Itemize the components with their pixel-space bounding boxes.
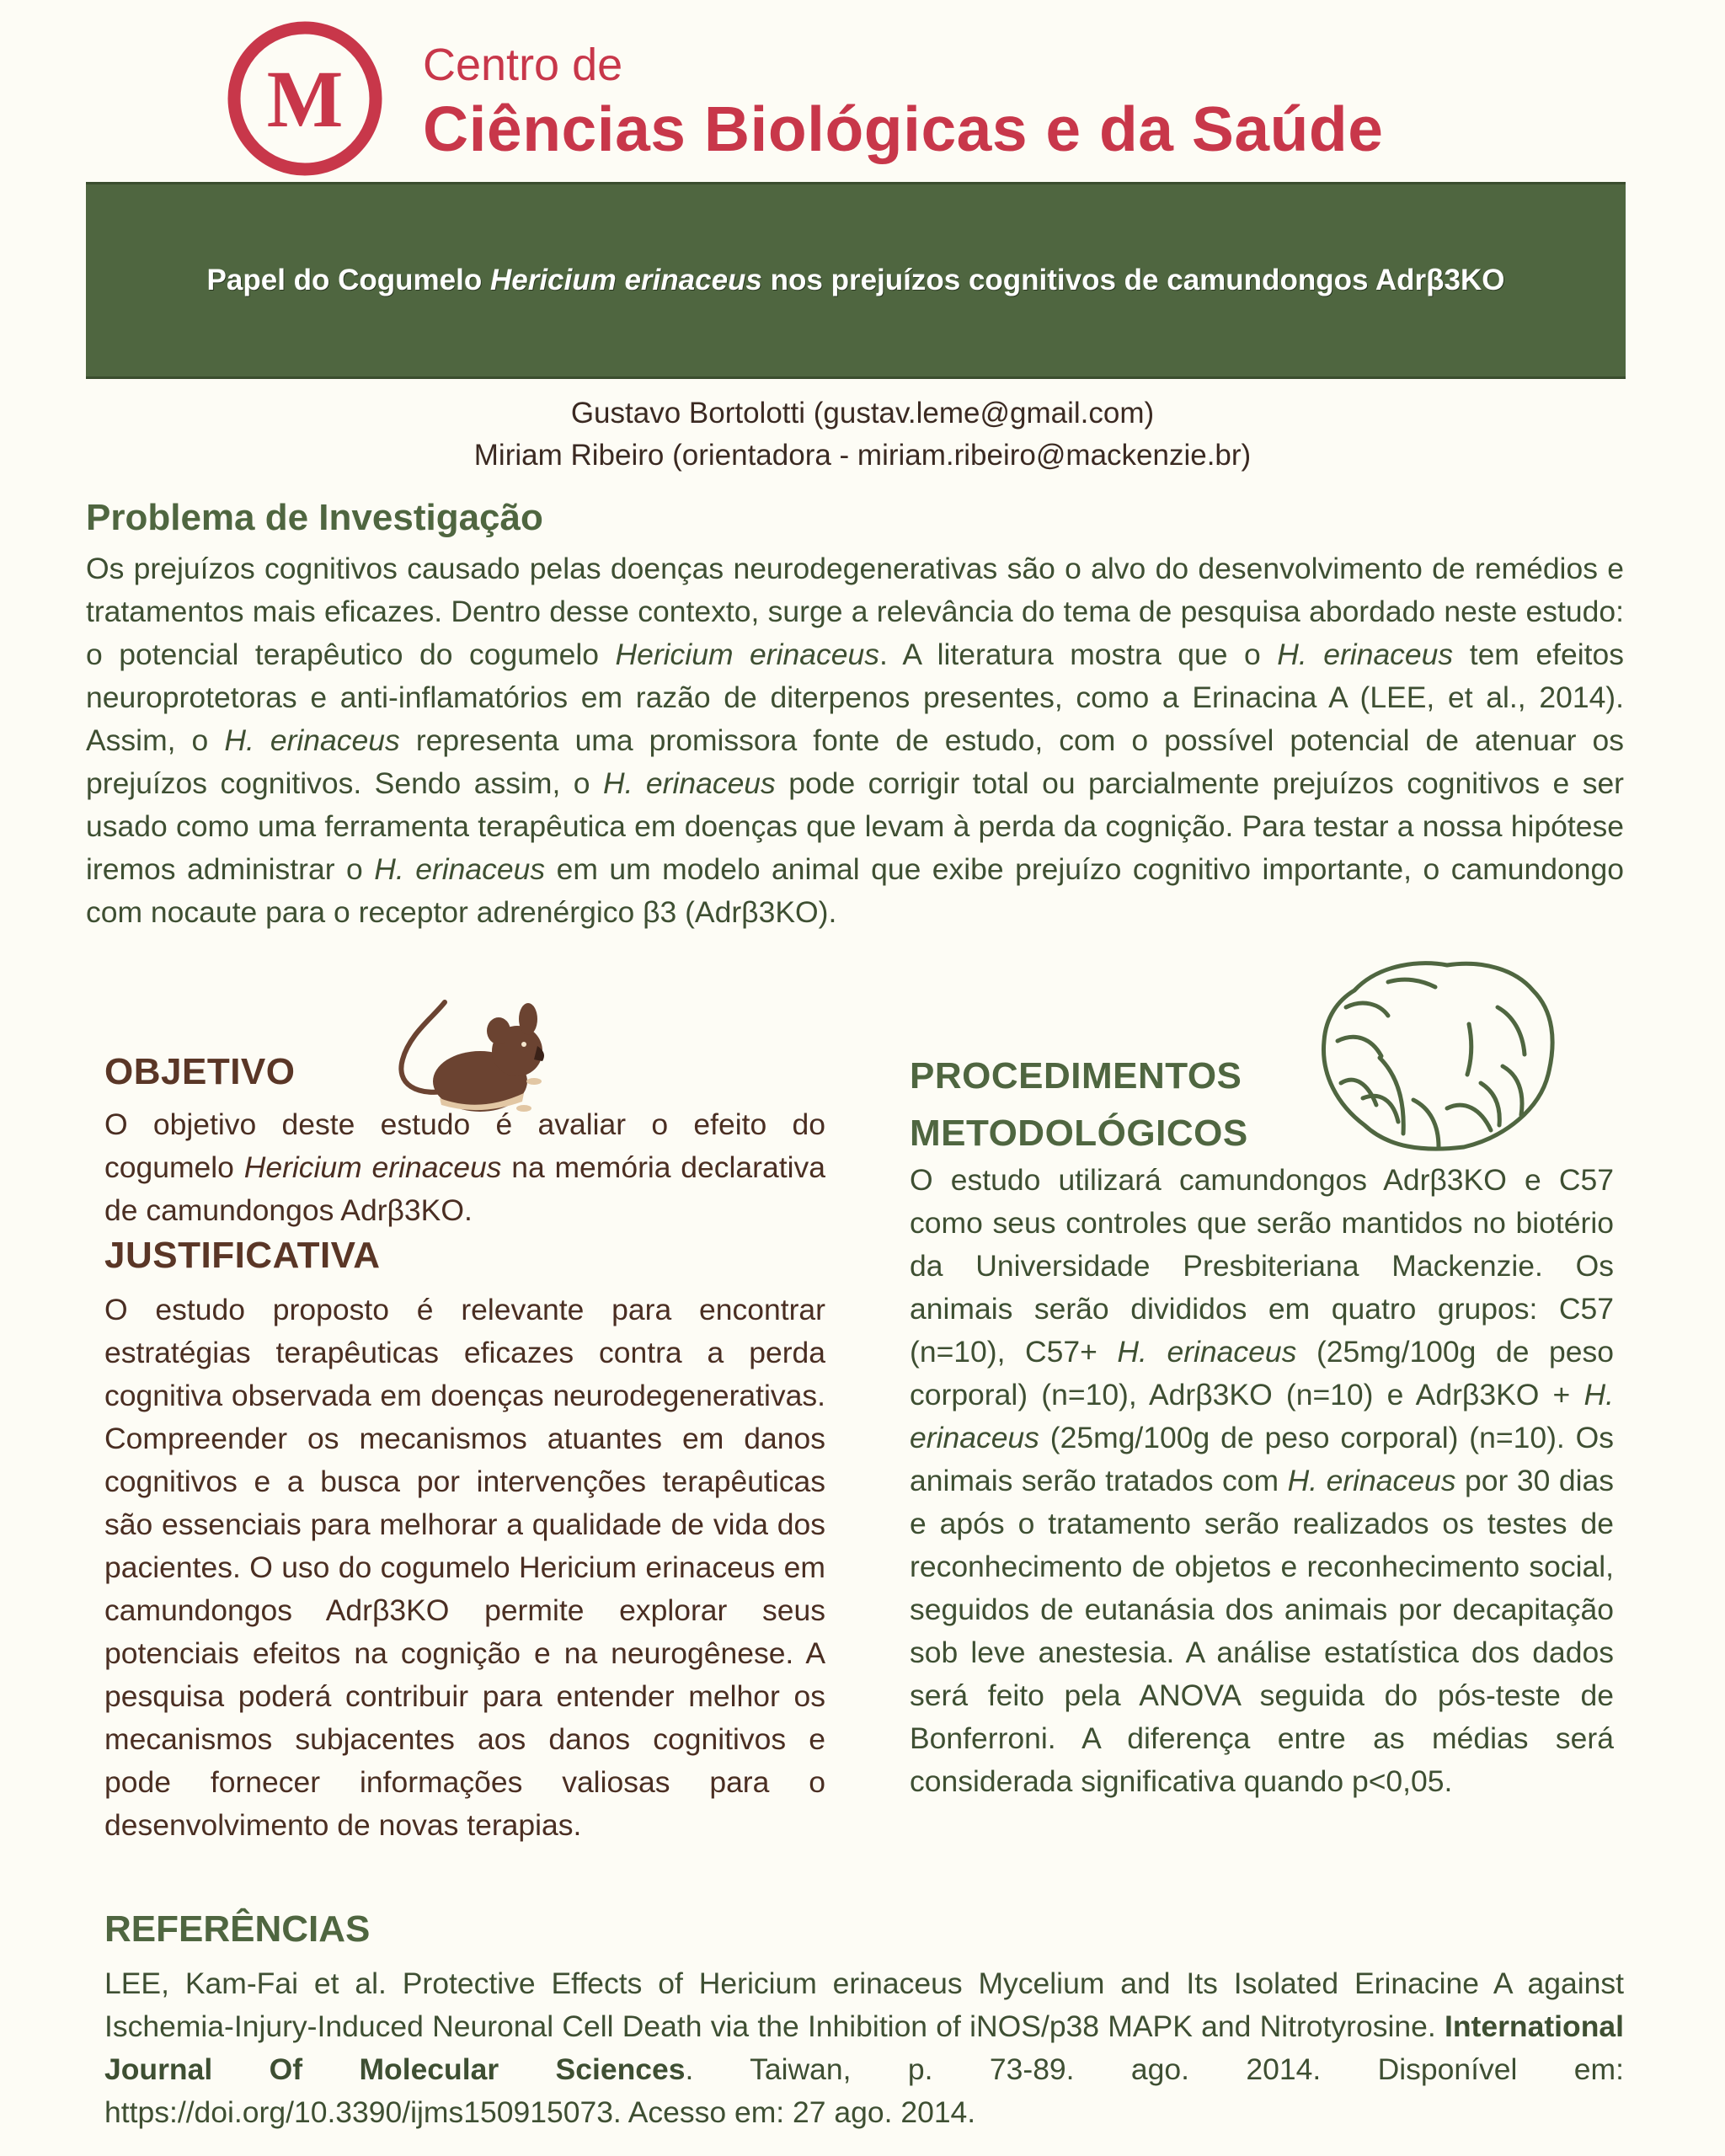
italic-text: H. erinaceus [910,1378,1614,1454]
mushroom-illustration-icon [1304,957,1562,1154]
text-run: O estudo utilizará camundongos Adrβ3KO e C57 como seus controles que serão mantidos no biotério da Universidade Presbiteriana Mackenzie. Os animais serão divididos em quatro grupos: C57 (n=10), C57+ [910,1163,1614,1369]
text-run: Os prejuízos cognitivos causado pelas doenças neurodegenerativas são o alvo do desenvolvimento de remédios e tratamentos mais eficazes. Dentro desse contexto, surge a relevância do tema de pesquisa abordado neste estudo: o potencial terapêutico do cogumelo [86,552,1624,671]
author-line: Miriam Ribeiro (orientadora - miriam.ribeiro@mackenzie.br) [473,439,1252,472]
text-run: pode corrigir total ou parcialmente prejuízos cognitivos e ser usado como uma ferramenta terapêutica em doenças que levam à perda da cognição. Para testar a nossa hipótese iremos administrar o [86,766,1625,886]
italic-text: Hericium erinaceus [243,1150,502,1184]
objetivo-paragraph [104,1103,825,1232]
logo-letter: M [266,54,344,144]
references-heading: REFERÊNCIAS [104,1908,371,1950]
italic-text: H. erinaceus [1117,1335,1297,1369]
text-run: representa uma promissora fonte de estudo, com o possível potencial de atenuar os prejuízos cognitivos. Sendo assim, o [86,723,1624,800]
justificativa-heading: JUSTIFICATIVA [104,1235,381,1276]
italic-text: H. erinaceus [1277,638,1454,671]
objetivo-heading: OBJETIVO [104,1051,296,1092]
italic-text: H. erinaceus [602,766,776,800]
authors-block [0,392,1725,477]
text-run: (25mg/100g de peso corporal) (n=10), Adrβ3KO (n=10) e Adrβ3KO + [910,1335,1614,1412]
author-line: Gustavo Bortolotti (gustav.leme@gmail.com) [570,397,1155,430]
text-run: O objetivo deste estudo é avaliar o efeito do cogumelo [104,1107,825,1184]
text-run: tem efeitos neuroprotetoras e anti-inflamatórios em razão de diterpenos presentes, como a Erinacina A (LEE, et al., 2014). Assim, o [86,638,1624,757]
procedimentos-heading: PROCEDIMENTOS METODOLÓGICOS [910,1055,1248,1154]
italic-text: Hericium erinaceus [615,638,879,671]
university-logo-icon [221,19,389,179]
problem-paragraph [86,547,1624,934]
problem-heading: Problema de Investigação [86,497,543,538]
italic-text: H. erinaceus [224,723,400,757]
procedimentos-paragraph [910,1159,1614,1803]
text-run: (25mg/100g de peso corporal) (n=10). Os animais serão tratados com [910,1421,1614,1497]
institution-line-1: Centro de [423,40,623,90]
text-run: . A literatura mostra que o [879,638,1278,671]
reference-entry: LEE, Kam-Fai et al. Protective Effects of Hericium erinaceus Mycelium and Its Isolated Erinacine A against Ischemia-Injury-Induced Neuronal Cell Death via the Inhibition of iNOS/p38 MAPK and Nitrotyrosine. International Journal Of Molecular Sciences. Taiwan, p. 73-89. ago. 2014. Disponível em: https://doi.org/10.3390/ijms150915073. Acesso em: 27 ago. 2014. [104,1967,1624,2129]
reference-journal: International Journal Of Molecular Sciences [104,2009,1624,2086]
text-run: em um modelo animal que exibe prejuízo cognitivo importante, o camundongo com nocaute para o receptor adrenérgico β3 (Adrβ3KO). [86,852,1624,929]
institution-line-2: Ciências Biológicas e da Saúde [423,93,1384,164]
italic-text: H. erinaceus [1287,1464,1456,1497]
mouse-illustration-icon [381,999,558,1118]
text-run: por 30 dias e após o tratamento serão realizados os testes de reconhecimento de objetos e reconhecimento social, seguidos de eutanásia dos animais por decapitação sob leve anestesia. A análise estatística dos dados será feito pela ANOVA seguida do pós-teste de Bonferroni. A diferença entre as médias será considerada significativa quando p<0,05. [910,1464,1614,1798]
text-run: na memória declarativa de camundongos Adrβ3KO. [104,1150,825,1227]
poster-title: Papel do Cogumelo Hericium erinaceus nos prejuízos cognitivos de camundongos Adrβ3KO [206,264,1505,296]
justificativa-paragraph [104,1289,825,1847]
italic-text: H. erinaceus [374,852,546,886]
text-run: O estudo proposto é relevante para encontrar estratégias terapêuticas eficazes contra a perda cognitiva observada em doenças neurodegenerativas. Compreender os mecanismos atuantes em danos cognitivos e a busca por intervenções terapêuticas são essenciais para melhorar a qualidade de vida dos pacientes. O uso do cogumelo Hericium erinaceus em camundongos Adrβ3KO permite explorar seus potenciais efeitos na cognição e na neurogênese. A pesquisa poderá contribuir para entender melhor os mecanismos subjacentes aos danos cognitivos e pode fornecer informações valiosas para o desenvolvimento de novas terapias. [104,1293,825,1842]
title-banner [86,182,1626,379]
